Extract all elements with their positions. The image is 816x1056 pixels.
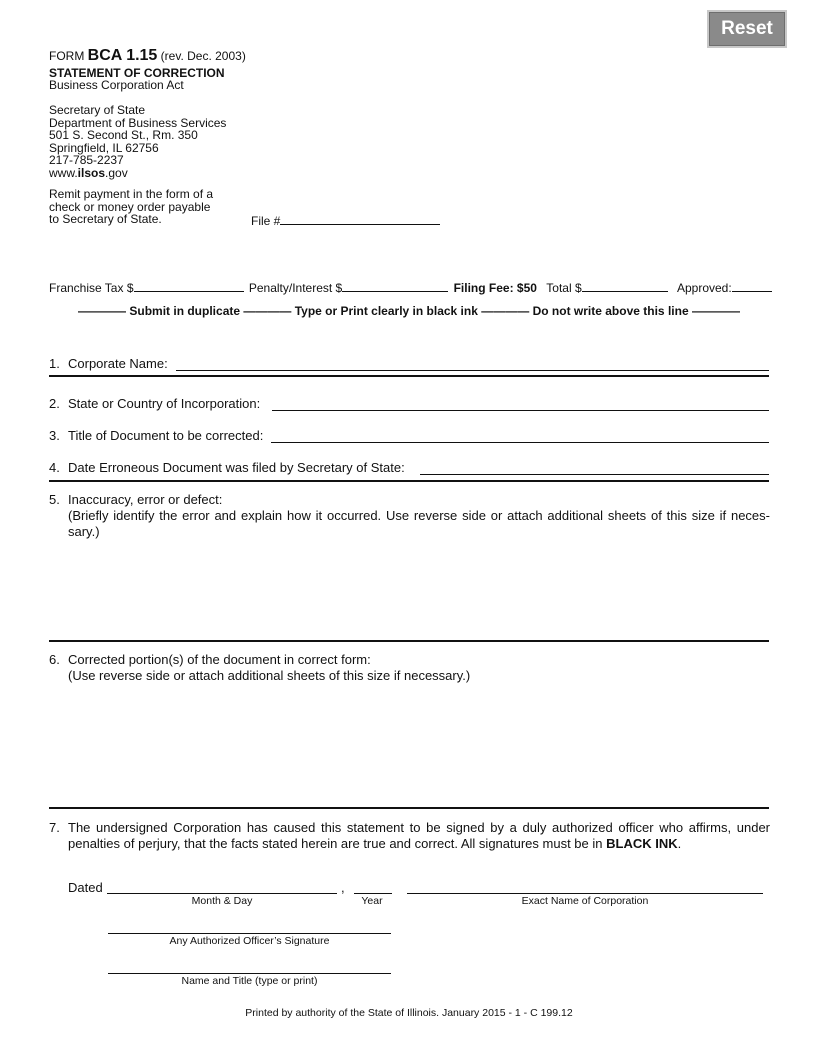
divider <box>49 640 769 642</box>
inaccuracy-note: (Briefly identify the error and explain how it occurred. Use reverse side or attach additional sheets of this size if neces- sary.) <box>68 508 770 539</box>
approved-label: Approved: <box>676 281 732 295</box>
web-bold: ilsos <box>77 165 106 180</box>
officer-signature-input[interactable] <box>108 933 391 934</box>
total-input[interactable] <box>582 279 668 292</box>
item-label: Corrected portion(s) of the document in correct form: <box>68 652 371 667</box>
form-id <box>49 47 246 64</box>
affirmation-end: . <box>677 836 682 851</box>
divider <box>49 807 769 809</box>
item-corporate-name <box>49 356 769 372</box>
franchise-tax-input[interactable] <box>134 279 244 292</box>
item-number: 6. <box>49 652 60 667</box>
year-input[interactable] <box>354 893 392 894</box>
affirmation-text <box>68 820 770 852</box>
penalty-input[interactable] <box>342 279 448 292</box>
remit-note <box>49 188 213 226</box>
fees-row <box>49 279 772 295</box>
remit-line: to Secretary of State. <box>49 212 162 226</box>
item-state-of-incorporation <box>49 396 769 412</box>
name-title-caption: Name and Title (type or print) <box>181 975 318 987</box>
affirmation-body: The undersigned Corporation has caused this statement to be signed by a duly authorized officer who affirms, under penalties of perjury, that the facts stated herein are true and correct. All signatures must be in <box>68 820 770 851</box>
form-prefix: FORM <box>49 49 85 63</box>
item-document-title <box>49 428 769 444</box>
office-line: 501 S. Second St., Rm. 350 <box>49 128 198 142</box>
state-input[interactable] <box>272 410 769 411</box>
item-label: Date Erroneous Document was filed by Secretary of State: <box>68 460 405 475</box>
item-number: 5. <box>49 492 60 507</box>
penalty-label: Penalty/Interest $ <box>248 281 343 295</box>
office-line: Secretary of State <box>49 103 146 117</box>
banner-part: Submit in duplicate <box>129 304 241 318</box>
office-line: Department of Business Services <box>49 115 227 130</box>
dash: ———— <box>691 304 740 318</box>
officer-signature-caption: Any Authorized Officer’s Signature <box>169 935 330 947</box>
filed-date-input[interactable] <box>420 474 769 475</box>
corrected-textarea[interactable] <box>68 690 768 800</box>
website <box>49 167 226 180</box>
dash: ———— <box>78 304 127 318</box>
item-number: 3. <box>49 428 60 443</box>
office-address <box>49 104 226 179</box>
item-number: 2. <box>49 396 60 411</box>
web-suffix: .gov <box>105 165 128 180</box>
franchise-label: Franchise Tax $ <box>49 281 134 295</box>
divider <box>49 480 769 482</box>
item-inaccuracy <box>49 492 769 508</box>
remit-line: check or money order payable <box>49 199 211 214</box>
reset-button[interactable]: Reset <box>707 10 787 48</box>
month-day-input[interactable] <box>107 893 337 894</box>
banner-part: Do not write above this line <box>532 304 689 318</box>
comma: , <box>341 880 345 895</box>
form-rev: (rev. Dec. 2003) <box>160 49 246 63</box>
dated-label: Dated <box>68 880 103 895</box>
month-day-caption: Month & Day <box>191 895 253 907</box>
file-number-input[interactable] <box>280 212 440 225</box>
approved-input[interactable] <box>732 279 772 292</box>
office-line: 217-785-2237 <box>49 153 124 167</box>
affirmation-bold: BLACK INK <box>606 836 678 851</box>
filing-fee: Filing Fee: $50 <box>453 281 537 295</box>
item-number: 7. <box>49 820 60 835</box>
dash: ———— <box>481 304 530 318</box>
footer-text: Printed by authority of the State of Illinois. January 2015 - 1 - C 199.12 <box>245 1007 573 1019</box>
item-erroneous-date <box>49 460 769 476</box>
name-title-input[interactable] <box>108 973 391 974</box>
corp-name-caption: Exact Name of Corporation <box>521 895 649 907</box>
year-caption: Year <box>361 895 383 907</box>
web-prefix: www. <box>49 165 78 180</box>
item-number: 1. <box>49 356 60 371</box>
item-label: Corporate Name: <box>68 356 168 371</box>
item-label: Title of Document to be corrected: <box>68 428 264 443</box>
dash: ———— <box>243 304 292 318</box>
remit-line: Remit payment in the form of a <box>49 187 214 201</box>
document-title-input[interactable] <box>271 442 769 443</box>
item-label: State or Country of Incorporation: <box>68 396 261 411</box>
instruction-banner <box>49 304 769 318</box>
corporate-name-input[interactable] <box>176 370 769 371</box>
office-line: Springfield, IL 62756 <box>49 140 159 155</box>
divider <box>49 375 769 377</box>
total-label: Total $ <box>546 281 582 295</box>
file-label: File # <box>251 214 281 228</box>
corrected-note: (Use reverse side or attach additional sheets of this size if necessary.) <box>68 668 471 683</box>
item-number: 4. <box>49 460 60 475</box>
act-name: Business Corporation Act <box>49 78 184 92</box>
corporation-name-input[interactable] <box>407 893 763 894</box>
inaccuracy-textarea[interactable] <box>68 545 768 635</box>
form-number: BCA 1.15 <box>87 47 158 64</box>
file-number-field <box>251 212 440 228</box>
form-title: STATEMENT OF CORRECTION <box>49 66 225 80</box>
banner-part: Type or Print clearly in black ink <box>294 304 478 318</box>
item-corrected-portion <box>49 652 769 668</box>
item-label: Inaccuracy, error or defect: <box>68 492 223 507</box>
